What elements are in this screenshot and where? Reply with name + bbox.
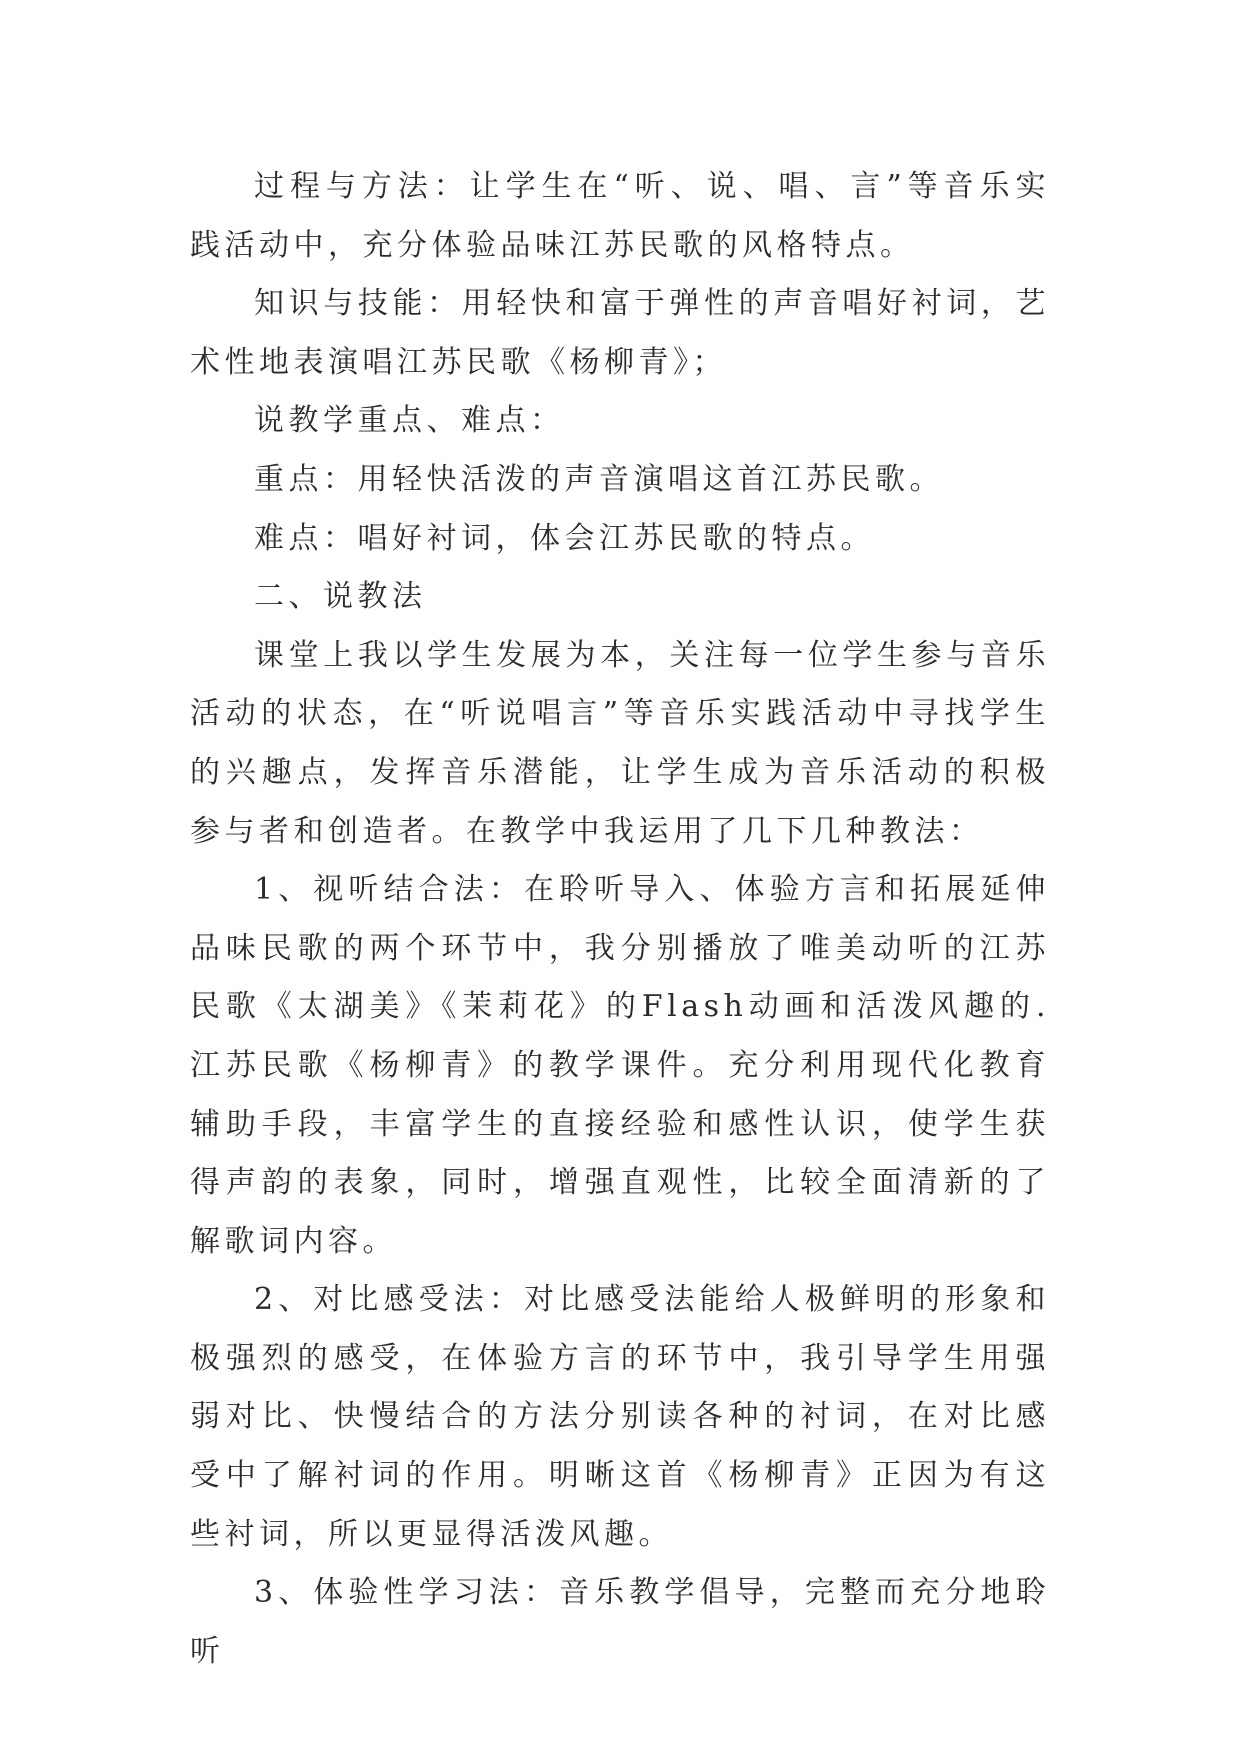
paragraph-classroom-approach: 课堂上我以学生发展为本，关注每一位学生参与音乐活动的状态，在“听说唱言”等音乐实践活动中寻找学生的兴趣点，发挥音乐潜能，让学生成为音乐活动的积极参与者和创造者。在教学中我运用了几下几种教法：	[190, 637, 1050, 849]
paragraph-key-points-heading: 说教学重点、难点：	[254, 403, 565, 439]
paragraph-knowledge-skill: 知识与技能：用轻快和富于弹性的声音唱好衬词，艺术性地表演唱江苏民歌《杨柳青》；	[190, 286, 1050, 380]
paragraph-process-method: 过程与方法：让学生在“听、说、唱、言”等音乐实践活动中，充分体验品味江苏民歌的风格特点。	[190, 169, 1050, 263]
paragraph-difficult-point: 难点：唱好衬词，体会江苏民歌的特点。	[254, 520, 875, 556]
paragraph-method-2: 2、对比感受法：对比感受法能给人极鲜明的形象和极强烈的感受，在体验方言的环节中，我引导学生用强弱对比、快慢结合的方法分别读各种的衬词，在对比感受中了解衬词的作用。明晰这首《杨柳青》正因为有这些衬词，所以更显得活泼风趣。	[190, 1282, 1050, 1552]
paragraph-method-1: 1、视听结合法：在聆听导入、体验方言和拓展延伸品味民歌的两个环节中，我分别播放了唯美动听的江苏民歌《太湖美》《茉莉花》的Flash动画和活泼风趣的.江苏民歌《杨柳青》的教学课件。充分利用现代化教育辅助手段，丰富学生的直接经验和感性认识，使学生获得声韵的表象，同时，增强直观性，比较全面清新的了解歌词内容。	[190, 872, 1050, 1259]
paragraph-key-point: 重点：用轻快活泼的声音演唱这首江苏民歌。	[254, 461, 944, 497]
paragraph-method-3: 3、体验性学习法：音乐教学倡导，完整而充分地聆听	[190, 1575, 1050, 1669]
document-body	[190, 158, 1050, 1681]
section-heading-teaching-method: 二、说教法	[254, 579, 427, 615]
